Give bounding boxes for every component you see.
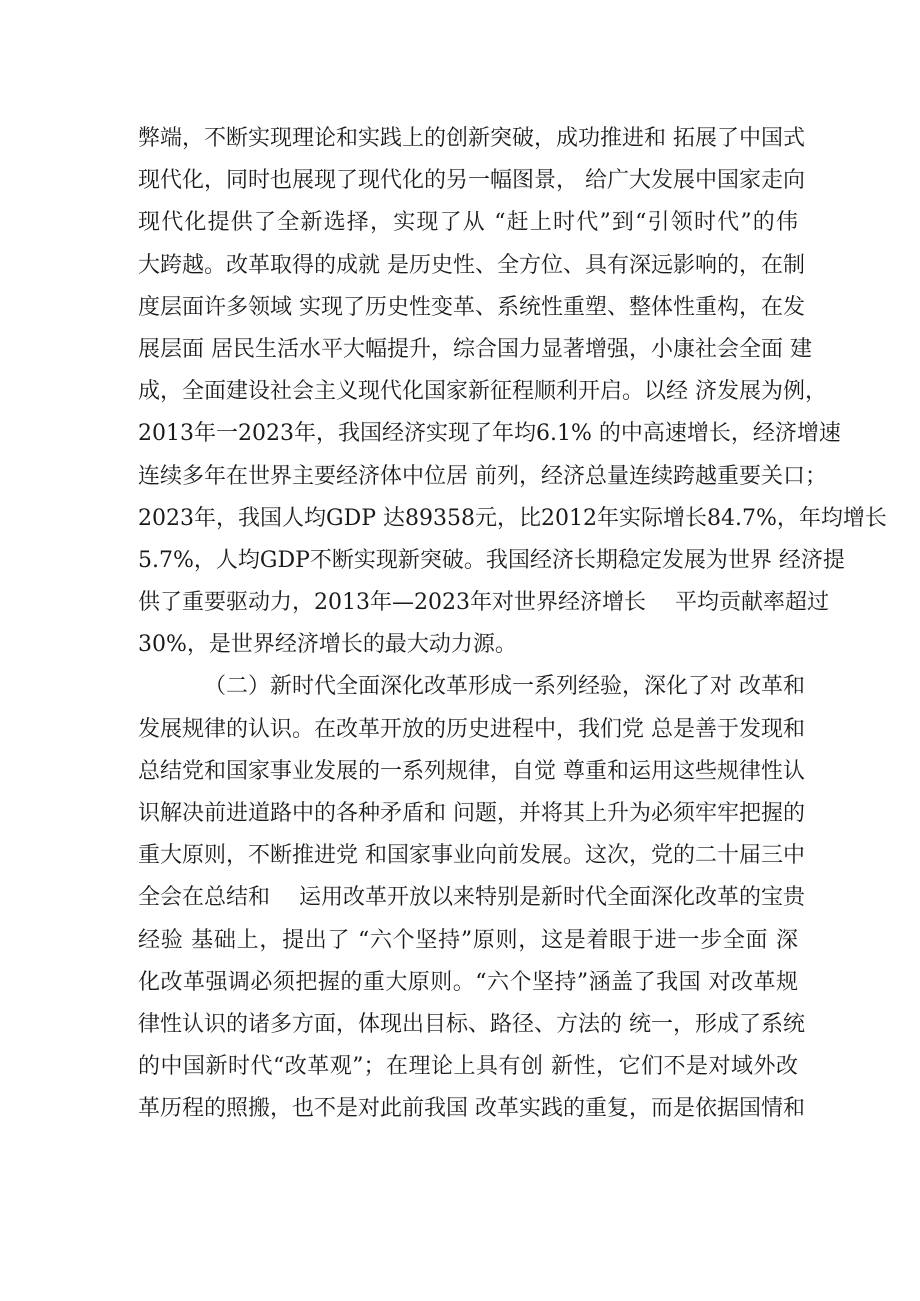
text-line: 30%，是世界经济增长的最大动力源。 <box>138 632 517 658</box>
text-line: 现代化提供了全新选择，实现了从 “赶上时代”到“引领时代”的伟 <box>138 210 798 236</box>
paragraph-2 <box>138 666 805 1130</box>
text-line: 总结党和国家事业发展的一系列规律，自觉 尊重和运用这些规律性认 <box>138 758 805 784</box>
text-line: 连续多年在世界主要经济体中位居 前列，经济总量连续跨越重要关口； <box>138 463 827 489</box>
text-line: 现代化，同时也展现了现代化的另一幅图景， 给广大发展中国家走向 <box>138 168 805 194</box>
text-line: 发展规律的认识。在改革开放的历史进程中，我们党 总是善于发现和 <box>138 716 805 742</box>
text-line: 2013年一2023年，我国经济实现了年均6.1% 的中高速增长，经济增速 <box>138 421 841 447</box>
text-line: 化改革强调必须把握的重大原则。“六个坚持”涵盖了我国 对改革规 <box>138 969 798 995</box>
text-line: 弊端，不断实现理论和实践上的创新突破，成功推进和 拓展了中国式 <box>138 126 805 151</box>
text-line: 全会在总结和 运用改革开放以来特别是新时代全面深化改革的宝贵 <box>138 885 805 911</box>
text-line: 2023年，我国人均GDP 达89358元，比2012年实际增长84.7%，年均增长 <box>138 505 887 531</box>
text-line: 成，全面建设社会主义现代化国家新征程顺利开启。以经 济发展为例， <box>138 379 827 405</box>
text-line: 识解决前进道路中的各种矛盾和 问题，并将其上升为必须牢牢把握的 <box>138 801 805 826</box>
text-line: 供了重要驱动力，2013年—2023年对世界经济增长 平均贡献率超过 <box>138 590 829 616</box>
text-line: 重大原则，不断推进党 和国家事业向前发展。这次，党的二十届三中 <box>138 843 805 869</box>
text-line: 经验 基础上，提出了 “六个坚持”原则，这是着眼于进一步全面 深 <box>138 927 798 953</box>
text-line: 大跨越。改革取得的成就 是历史性、全方位、具有深远影响的，在制 <box>138 252 805 278</box>
text-line: 革历程的照搬，也不是对此前我国 改革实践的重复，而是依据国情和 <box>138 1096 805 1122</box>
section-heading-line: （二）新时代全面深化改革形成一系列经验，深化了对 改革和 <box>204 674 805 700</box>
text-line: 5.7%，人均GDP不断实现新突破。我国经济长期稳定发展为世界 经济提 <box>138 547 845 573</box>
text-line: 律性认识的诸多方面，体现出目标、路径、方法的 统一，形成了系统 <box>138 1011 805 1037</box>
body-text <box>138 118 887 1131</box>
paragraph-1 <box>138 118 887 666</box>
text-line: 展层面 居民生活水平大幅提升，综合国力显著增强，小康社会全面 建 <box>138 336 812 362</box>
text-line: 度层面许多领域 实现了历史性变革、系统性重塑、整体性重构，在发 <box>138 294 805 320</box>
text-line: 的中国新时代“改革观”；在理论上具有创 新性，它们不是对域外改 <box>138 1054 798 1080</box>
